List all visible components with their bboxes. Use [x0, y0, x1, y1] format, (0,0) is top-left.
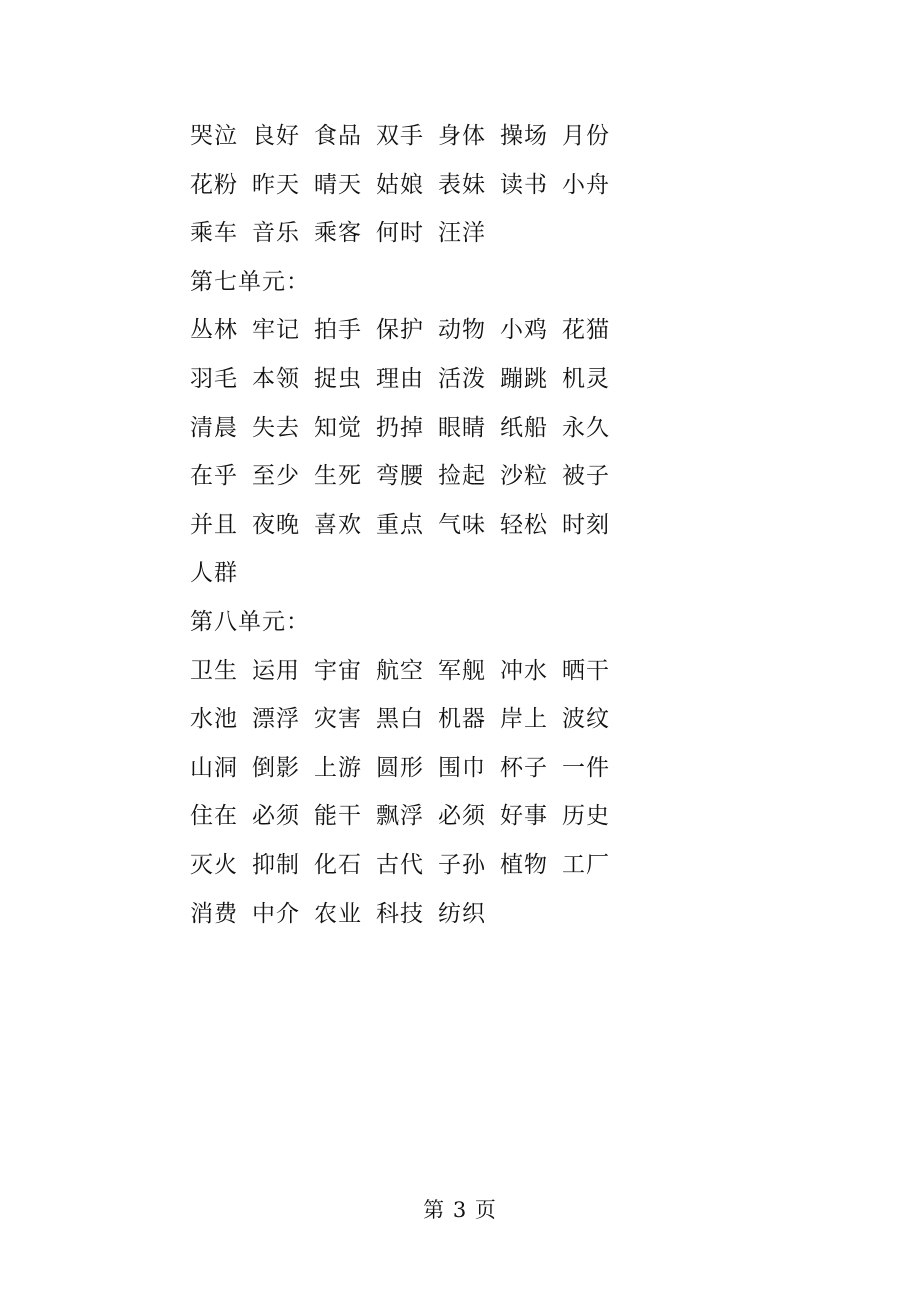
- word-row: [190, 792, 710, 841]
- vocabulary-word: 科技: [376, 900, 424, 927]
- unit-heading-text: 第八单元：: [190, 608, 310, 635]
- vocabulary-word: 被子: [562, 463, 610, 490]
- page-number: 第 3 页: [423, 1198, 497, 1222]
- vocabulary-list: [190, 112, 710, 938]
- vocabulary-word: 漂浮: [252, 706, 300, 733]
- vocabulary-word: 上游: [314, 754, 362, 781]
- vocabulary-word: 气味: [438, 511, 486, 538]
- word-row: [190, 306, 710, 355]
- vocabulary-word: 音乐: [252, 220, 300, 247]
- vocabulary-word: 汪洋: [438, 220, 486, 247]
- word-row: [190, 890, 710, 939]
- vocabulary-word: 知觉: [314, 414, 362, 441]
- word-row: [190, 452, 710, 501]
- vocabulary-word: 沙粒: [500, 463, 548, 490]
- vocabulary-word: 失去: [252, 414, 300, 441]
- vocabulary-word: 运用: [252, 657, 300, 684]
- vocabulary-word: 宇宙: [314, 657, 362, 684]
- vocabulary-word: 本领: [252, 365, 300, 392]
- vocabulary-word: 工厂: [562, 851, 610, 878]
- vocabulary-word: 生死: [314, 463, 362, 490]
- vocabulary-word: 在乎: [190, 463, 238, 490]
- vocabulary-word: 古代: [376, 851, 424, 878]
- vocabulary-word: 重点: [376, 511, 424, 538]
- unit-heading: [190, 598, 710, 647]
- vocabulary-word: 必须: [438, 803, 486, 830]
- vocabulary-word: 军舰: [438, 657, 486, 684]
- vocabulary-word: 丛林: [190, 317, 238, 344]
- vocabulary-word: 活泼: [438, 365, 486, 392]
- word-row: [190, 209, 710, 258]
- word-row: [190, 501, 710, 550]
- vocabulary-word: 山洞: [190, 754, 238, 781]
- vocabulary-word: 月份: [562, 123, 610, 149]
- vocabulary-word: 圆形: [376, 754, 424, 781]
- word-row: [190, 549, 710, 598]
- vocabulary-word: 哭泣: [190, 123, 238, 149]
- vocabulary-word: 植物: [500, 851, 548, 878]
- vocabulary-word: 杯子: [500, 754, 548, 781]
- vocabulary-word: 水池: [190, 706, 238, 733]
- vocabulary-word: 必须: [252, 803, 300, 830]
- vocabulary-word: 人群: [190, 560, 238, 587]
- vocabulary-word: 昨天: [252, 171, 300, 198]
- vocabulary-word: 黑白: [376, 706, 424, 733]
- vocabulary-word: 小鸡: [500, 317, 548, 344]
- vocabulary-word: 波纹: [562, 706, 610, 733]
- vocabulary-word: 身体: [438, 123, 486, 149]
- vocabulary-word: 纸船: [500, 414, 548, 441]
- vocabulary-word: 花猫: [562, 317, 610, 344]
- vocabulary-word: 姑娘: [376, 171, 424, 198]
- vocabulary-word: 扔掉: [376, 414, 424, 441]
- vocabulary-word: 捉虫: [314, 365, 362, 392]
- vocabulary-word: 双手: [376, 123, 424, 149]
- vocabulary-word: 蹦跳: [500, 365, 548, 392]
- unit-heading-text: 第七单元：: [190, 268, 310, 295]
- vocabulary-word: 飘浮: [376, 803, 424, 830]
- vocabulary-word: 花粉: [190, 171, 238, 198]
- vocabulary-word: 灾害: [314, 706, 362, 733]
- vocabulary-word: 乘客: [314, 220, 362, 247]
- vocabulary-word: 读书: [500, 171, 548, 198]
- vocabulary-word: 牢记: [252, 317, 300, 344]
- word-row: [190, 112, 710, 161]
- vocabulary-word: 保护: [376, 317, 424, 344]
- vocabulary-word: 羽毛: [190, 365, 238, 392]
- vocabulary-word: 住在: [190, 803, 238, 830]
- word-row: [190, 647, 710, 696]
- vocabulary-word: 能干: [314, 803, 362, 830]
- vocabulary-word: 永久: [562, 414, 610, 441]
- vocabulary-word: 操场: [500, 123, 548, 149]
- vocabulary-word: 至少: [252, 463, 300, 490]
- vocabulary-word: 夜晚: [252, 511, 300, 538]
- word-row: [190, 744, 710, 793]
- vocabulary-word: 弯腰: [376, 463, 424, 490]
- vocabulary-word: 食品: [314, 123, 362, 149]
- word-row: [190, 161, 710, 210]
- word-row: [190, 355, 710, 404]
- vocabulary-word: 喜欢: [314, 511, 362, 538]
- vocabulary-word: 理由: [376, 365, 424, 392]
- vocabulary-word: 时刻: [562, 511, 610, 538]
- vocabulary-word: 好事: [500, 803, 548, 830]
- vocabulary-word: 岸上: [500, 706, 548, 733]
- vocabulary-word: 灭火: [190, 851, 238, 878]
- vocabulary-word: 机灵: [562, 365, 610, 392]
- vocabulary-word: 清晨: [190, 414, 238, 441]
- vocabulary-word: 轻松: [500, 511, 548, 538]
- vocabulary-word: 倒影: [252, 754, 300, 781]
- vocabulary-word: 化石: [314, 851, 362, 878]
- vocabulary-word: 抑制: [252, 851, 300, 878]
- vocabulary-word: 晒干: [562, 657, 610, 684]
- vocabulary-word: 农业: [314, 900, 362, 927]
- vocabulary-word: 消费: [190, 900, 238, 927]
- unit-heading: [190, 258, 710, 307]
- vocabulary-word: 中介: [252, 900, 300, 927]
- vocabulary-word: 一件: [562, 754, 610, 781]
- word-row: [190, 404, 710, 453]
- vocabulary-word: 冲水: [500, 657, 548, 684]
- vocabulary-word: 机器: [438, 706, 486, 733]
- vocabulary-word: 表妹: [438, 171, 486, 198]
- vocabulary-word: 良好: [252, 123, 300, 149]
- vocabulary-word: 纺织: [438, 900, 486, 927]
- word-row: [190, 695, 710, 744]
- word-row: [190, 841, 710, 890]
- vocabulary-word: 乘车: [190, 220, 238, 247]
- vocabulary-word: 动物: [438, 317, 486, 344]
- vocabulary-word: 卫生: [190, 657, 238, 684]
- vocabulary-word: 捡起: [438, 463, 486, 490]
- vocabulary-word: 航空: [376, 657, 424, 684]
- vocabulary-word: 子孙: [438, 851, 486, 878]
- vocabulary-word: 眼睛: [438, 414, 486, 441]
- vocabulary-word: 小舟: [562, 171, 610, 198]
- vocabulary-word: 历史: [562, 803, 610, 830]
- vocabulary-word: 并且: [190, 511, 238, 538]
- vocabulary-word: 何时: [376, 220, 424, 247]
- vocabulary-word: 晴天: [314, 171, 362, 198]
- vocabulary-word: 拍手: [314, 317, 362, 344]
- vocabulary-word: 围巾: [438, 754, 486, 781]
